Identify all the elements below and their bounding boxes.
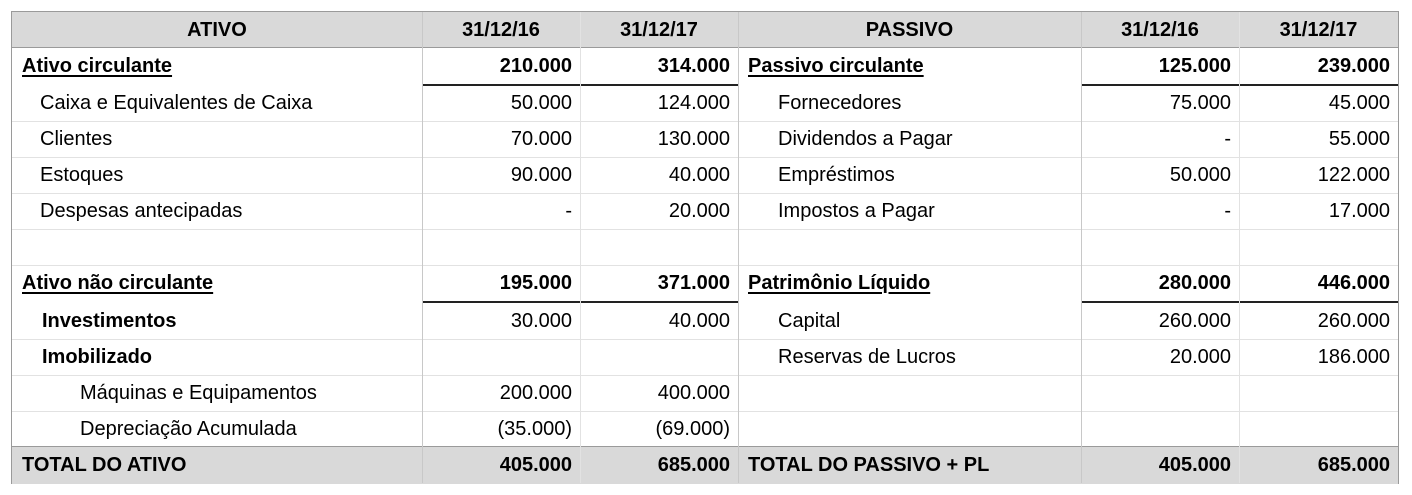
- row-value-left-2016: -: [565, 200, 572, 222]
- row-value-left-2017: 40.000: [668, 310, 730, 332]
- table-row-empty: [12, 229, 1398, 265]
- ativo-nao-circulante-2016: 195.000: [499, 272, 572, 294]
- row-label-right: [738, 229, 1081, 265]
- table-row: [12, 157, 1398, 193]
- row-value-right-2017: [1239, 411, 1398, 447]
- header-row: [12, 12, 1398, 48]
- table-row: [12, 303, 1398, 339]
- patrimonio-liquido-label: Patrimônio Líquido: [748, 272, 931, 294]
- header-passivo: PASSIVO: [865, 19, 954, 41]
- row-value-right-2016: [1081, 229, 1239, 265]
- passivo-circulante-2017: 239.000: [1317, 55, 1390, 77]
- row-label-right: Impostos a Pagar: [778, 200, 935, 222]
- column-divider: [1081, 12, 1082, 483]
- header-date-4: 31/12/17: [1279, 19, 1358, 41]
- passivo-circulante-label: Passivo circulante: [748, 55, 924, 77]
- ativo-nao-circulante-label: Ativo não circulante: [22, 272, 214, 294]
- row-value-right-2016: 75.000: [1169, 92, 1231, 114]
- ativo-nao-circulante-2017: 371.000: [657, 272, 730, 294]
- header-date-3: 31/12/16: [1121, 19, 1199, 41]
- column-divider: [580, 12, 581, 483]
- row-value-left-2017: 400.000: [657, 382, 730, 404]
- row-label-left: [12, 229, 422, 265]
- row-value-left-2017: 130.000: [657, 128, 730, 150]
- row-label-right: Dividendos a Pagar: [778, 128, 953, 150]
- row-label-left: Imobilizado: [42, 346, 152, 368]
- header-ativo: ATIVO: [187, 19, 247, 41]
- ativo-circulante-2016: 210.000: [499, 55, 572, 77]
- row-label-right: Fornecedores: [778, 92, 902, 114]
- column-divider: [738, 12, 739, 483]
- total-ativo-2017: 685.000: [657, 454, 730, 476]
- row-value-left-2016: 90.000: [510, 164, 572, 186]
- table-row: [12, 339, 1398, 375]
- row-value-left-2017: (69.000): [655, 418, 730, 440]
- passivo-circulante-2016: 125.000: [1158, 55, 1231, 77]
- row-value-left-2016: 30.000: [510, 310, 572, 332]
- row-value-left-2017: 124.000: [657, 92, 730, 114]
- header-divider: [12, 47, 1398, 48]
- total-row: [12, 447, 1398, 484]
- row-value-left-2017: 40.000: [668, 164, 730, 186]
- row-label-left: Clientes: [40, 128, 113, 150]
- row-value-right-2016: 20.000: [1169, 346, 1231, 368]
- row-value-right-2016: 260.000: [1158, 310, 1231, 332]
- table-row: [12, 85, 1398, 121]
- grid-line: [12, 229, 1398, 230]
- row-label-left: Depreciação Acumulada: [80, 418, 297, 440]
- row-value-right-2016: [1081, 375, 1239, 411]
- total-divider: [12, 446, 1398, 447]
- row-value-left-2017: 20.000: [668, 200, 730, 222]
- total-ativo-label: TOTAL DO ATIVO: [22, 454, 187, 476]
- row-value-right-2017: 17.000: [1328, 200, 1390, 222]
- grid-line: [12, 193, 1398, 194]
- row-value-right-2017: 186.000: [1317, 346, 1390, 368]
- total-passivo-label: TOTAL DO PASSIVO + PL: [748, 454, 990, 476]
- row-value-right-2017: 45.000: [1328, 92, 1390, 114]
- row-label-left: Investimentos: [42, 310, 177, 332]
- table-row: [12, 121, 1398, 157]
- row-label-right: [738, 411, 1081, 447]
- row-value-left-2016: 200.000: [499, 382, 572, 404]
- row-label-left: Caixa e Equivalentes de Caixa: [40, 92, 313, 114]
- table-row: [12, 48, 1398, 84]
- row-label-right: [738, 375, 1081, 411]
- total-passivo-2017: 685.000: [1317, 454, 1390, 476]
- row-label-left: Máquinas e Equipamentos: [80, 382, 317, 404]
- row-value-right-2016: 50.000: [1169, 164, 1231, 186]
- patrimonio-liquido-2016: 280.000: [1158, 272, 1231, 294]
- row-value-left-2017: [580, 229, 738, 265]
- row-value-right-2017: [1239, 229, 1398, 265]
- grid-line: [12, 339, 1398, 340]
- row-value-right-2017: 122.000: [1317, 164, 1390, 186]
- row-value-left-2016: [422, 229, 580, 265]
- row-value-right-2016: -: [1224, 200, 1231, 222]
- grid-line: [12, 375, 1398, 376]
- row-value-left-2016: 70.000: [510, 128, 572, 150]
- total-passivo-2016: 405.000: [1158, 454, 1231, 476]
- row-label-right: Reservas de Lucros: [778, 346, 956, 368]
- ativo-circulante-2017: 314.000: [657, 55, 730, 77]
- row-value-right-2017: 55.000: [1328, 128, 1390, 150]
- column-divider: [422, 12, 423, 483]
- row-value-left-2016: 50.000: [510, 92, 572, 114]
- row-value-right-2017: [1239, 375, 1398, 411]
- row-value-right-2016: -: [1224, 128, 1231, 150]
- row-value-left-2017: [580, 339, 738, 375]
- table-row: [12, 411, 1398, 447]
- grid-line: [12, 157, 1398, 158]
- row-value-left-2016: (35.000): [497, 418, 572, 440]
- ativo-circulante-label: Ativo circulante: [22, 55, 173, 77]
- grid-line: [12, 121, 1398, 122]
- table-row: [12, 265, 1398, 301]
- row-label-left: Despesas antecipadas: [40, 200, 243, 222]
- table-row: [12, 193, 1398, 229]
- row-value-left-2016: [422, 339, 580, 375]
- total-ativo-2016: 405.000: [499, 454, 572, 476]
- column-divider: [1239, 12, 1240, 483]
- row-label-right: Capital: [778, 310, 841, 332]
- row-label-right: Empréstimos: [778, 164, 895, 186]
- row-value-right-2016: [1081, 411, 1239, 447]
- grid-line: [12, 265, 1398, 266]
- grid-line: [12, 411, 1398, 412]
- patrimonio-liquido-2017: 446.000: [1317, 272, 1390, 294]
- header-date-2: 31/12/17: [620, 19, 698, 41]
- table-row: [12, 375, 1398, 411]
- row-value-right-2017: 260.000: [1317, 310, 1390, 332]
- row-label-left: Estoques: [40, 164, 124, 186]
- balance-sheet-table: [11, 11, 1399, 484]
- header-date-1: 31/12/16: [462, 19, 540, 41]
